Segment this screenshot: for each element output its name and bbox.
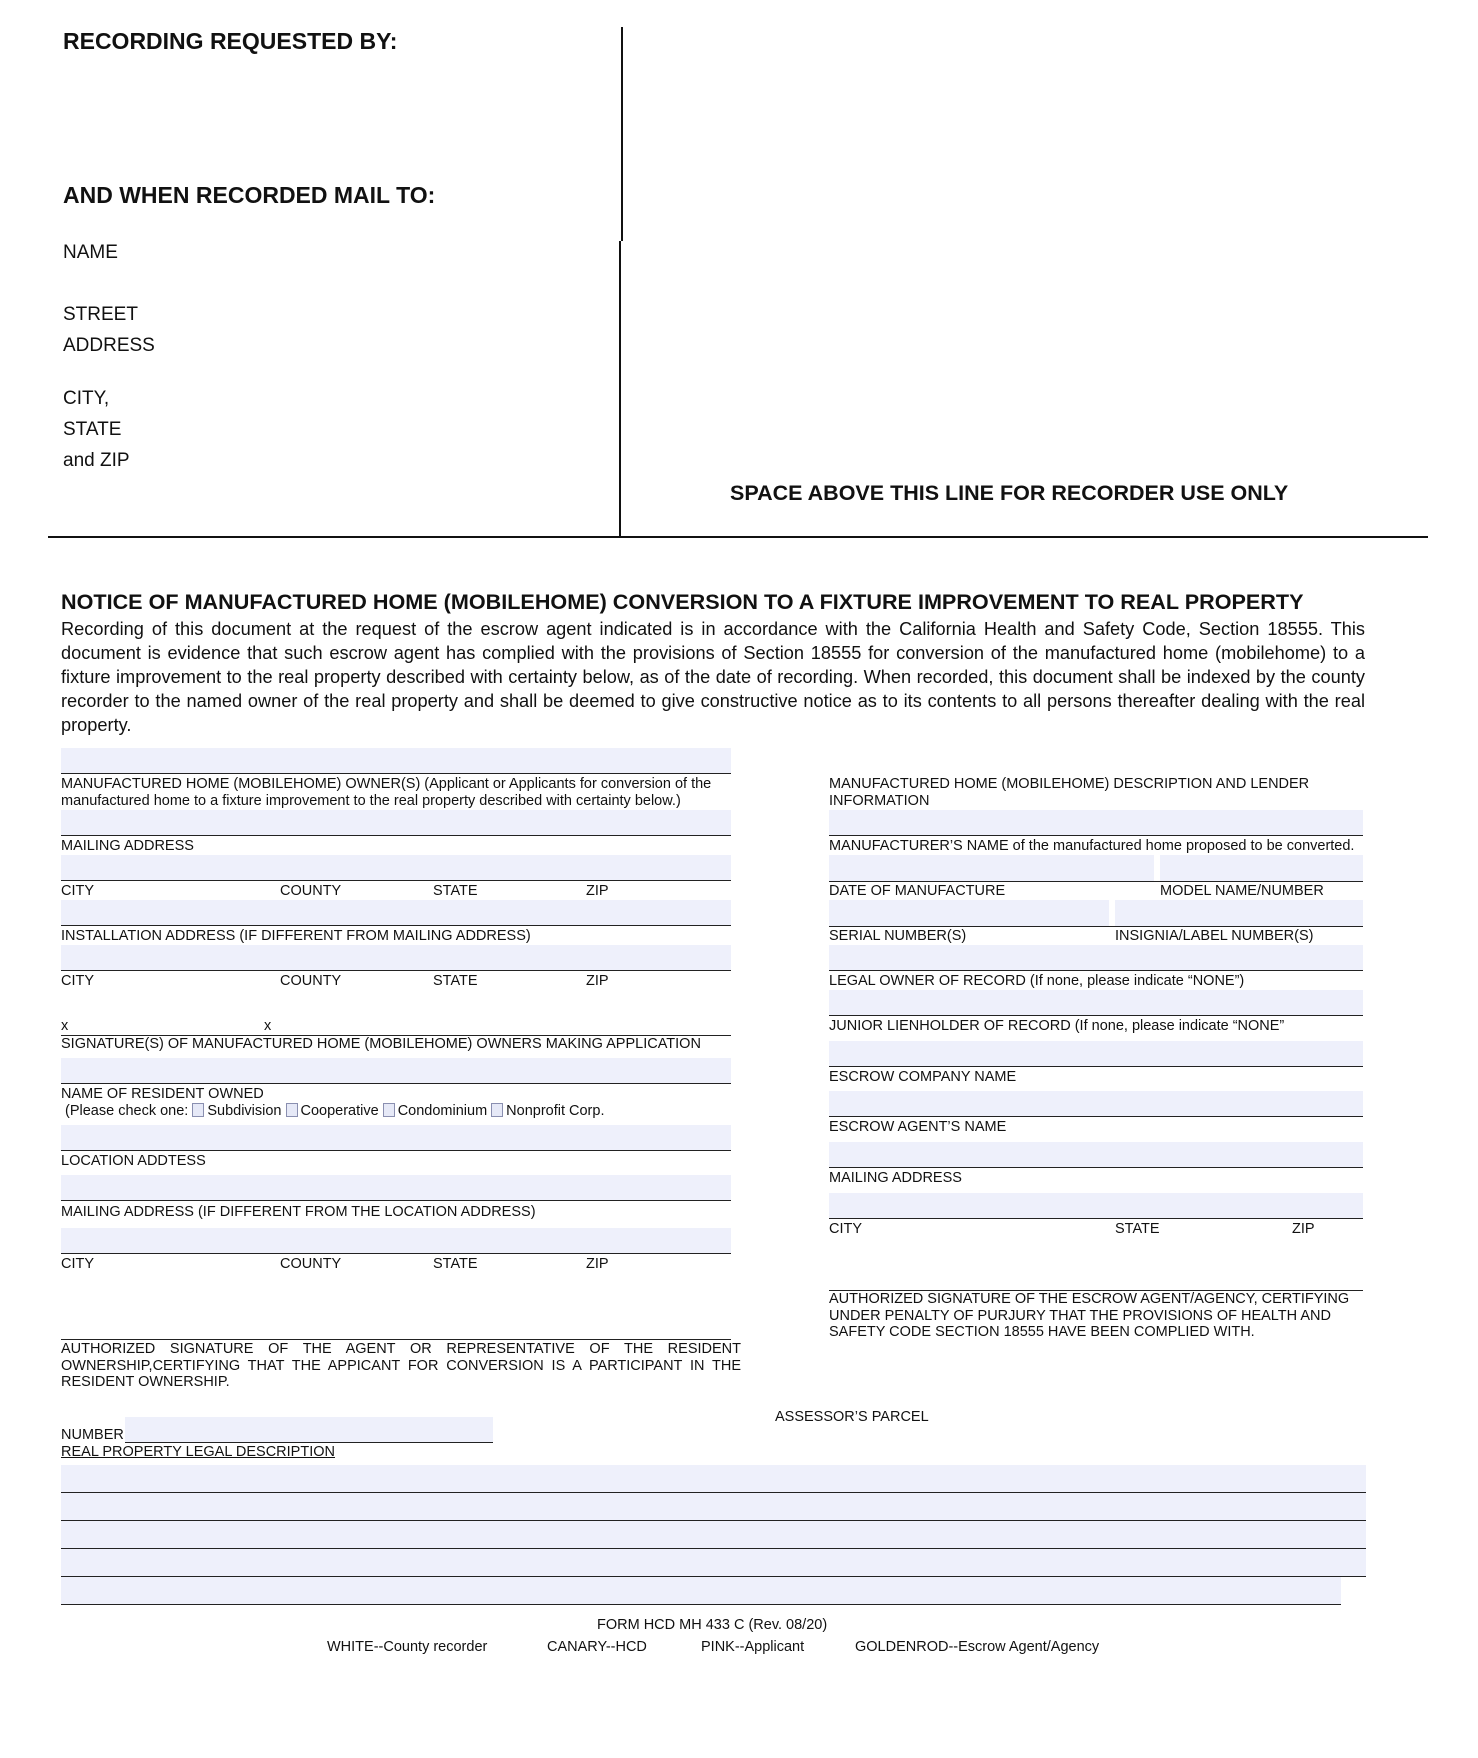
location-address-label: LOCATION ADDTESS xyxy=(61,1153,206,1169)
location-address-field[interactable] xyxy=(61,1125,731,1151)
legal-owner-label: LEGAL OWNER OF RECORD (If none, please indicate “NONE”) xyxy=(829,973,1245,989)
owner-city-label: CITY xyxy=(61,883,95,899)
date-of-manufacture-field[interactable] xyxy=(829,855,1154,881)
cooperative-label: Cooperative xyxy=(300,1103,379,1119)
resident-city-label: CITY xyxy=(61,1256,95,1272)
copy-white-label: WHITE--County recorder xyxy=(327,1639,488,1655)
owner-city-county-state-zip-field[interactable] xyxy=(61,855,731,881)
escrow-signature-label: AUTHORIZED SIGNATURE OF THE ESCROW AGENT/AGENCY, CERTIFYING UNDER PENALTY OF PURJURY THAT THE PROVISIONS OF HEALTH AND SAFETY CODE SECTION 18555 HAVE BEEN COMPLIED WITH. xyxy=(829,1291,1350,1340)
owner-label-line1: MANUFACTURED HOME (MOBILEHOME) OWNER(S) (Applicant or Applicants for conversion of the xyxy=(61,776,712,792)
date-model-baseline xyxy=(829,881,1363,882)
copy-pink-label: PINK--Applicant xyxy=(701,1639,805,1655)
escrow-company-name-label: ESCROW COMPANY NAME xyxy=(829,1069,1017,1085)
home-description-label-line2: INFORMATION xyxy=(829,793,930,809)
signature-x-mark-2: x xyxy=(264,1018,272,1034)
mail-to-city-label: CITY, xyxy=(63,388,110,409)
insignia-label-numbers-field[interactable] xyxy=(1115,900,1363,926)
when-recorded-mail-to-heading: AND WHEN RECORDED MAIL TO: xyxy=(63,182,436,208)
resident-agent-signature-line[interactable] xyxy=(61,1339,731,1340)
owner-mailing-address-field[interactable] xyxy=(61,810,731,836)
recording-requested-by-heading: RECORDING REQUESTED BY: xyxy=(63,28,398,54)
date-of-manufacture-label: DATE OF MANUFACTURE xyxy=(829,883,1006,899)
condominium-checkbox[interactable] xyxy=(383,1103,395,1117)
escrow-mailing-address-label: MAILING ADDRESS xyxy=(829,1170,962,1186)
owner-signature-label: SIGNATURE(S) OF MANUFACTURED HOME (MOBILEHOME) OWNERS MAKING APPLICATION xyxy=(61,1036,701,1052)
installation-county-label: COUNTY xyxy=(280,973,342,989)
escrow-mailing-address-field[interactable] xyxy=(829,1142,1363,1168)
subdivision-label: Subdivision xyxy=(207,1103,282,1119)
serial-numbers-field[interactable] xyxy=(829,900,1109,926)
resident-mailing-address-field[interactable] xyxy=(61,1175,731,1201)
resident-owned-name-field[interactable] xyxy=(61,1058,731,1084)
mail-to-zip-label: and ZIP xyxy=(63,450,130,471)
parcel-number-label: NUMBER xyxy=(61,1427,124,1443)
legal-description-line-1[interactable] xyxy=(61,1465,1366,1493)
legal-owner-field[interactable] xyxy=(829,945,1363,971)
installation-state-label: STATE xyxy=(433,973,478,989)
junior-lienholder-label: JUNIOR LIENHOLDER OF RECORD (If none, please indicate “NONE” xyxy=(829,1018,1285,1034)
mail-to-address-label: ADDRESS xyxy=(63,335,155,356)
escrow-agent-name-field[interactable] xyxy=(829,1091,1363,1117)
legal-description-line-2[interactable] xyxy=(61,1493,1366,1521)
insignia-label-numbers-label: INSIGNIA/LABEL NUMBER(S) xyxy=(1115,928,1314,944)
resident-owned-label: NAME OF RESIDENT OWNED xyxy=(61,1086,264,1102)
manufacturer-name-field[interactable] xyxy=(829,810,1363,836)
escrow-zip-label: ZIP xyxy=(1292,1221,1315,1237)
installation-address-field[interactable] xyxy=(61,900,731,926)
condominium-label: Condominium xyxy=(397,1103,488,1119)
junior-lienholder-field[interactable] xyxy=(829,990,1363,1016)
resident-owned-type-options xyxy=(65,1103,604,1119)
resident-agent-signature-label: AUTHORIZED SIGNATURE OF THE AGENT OR REPRESENTATIVE OF THE RESIDENT OWNERSHIP,CERTIFYING THAT THE APPICANT FOR CONVERSION IS A PARTICIPANT IN THE RESIDENT OWNERSHIP. xyxy=(61,1341,741,1390)
assessors-parcel-number-field[interactable] xyxy=(125,1417,493,1443)
signature-x-mark-1: x xyxy=(61,1018,69,1034)
escrow-city-label: CITY xyxy=(829,1221,863,1237)
serial-numbers-label: SERIAL NUMBER(S) xyxy=(829,928,967,944)
cooperative-checkbox[interactable] xyxy=(286,1103,298,1117)
recorder-divider-upper xyxy=(621,27,623,241)
serial-insignia-baseline xyxy=(829,926,1363,927)
mail-to-name-label: NAME xyxy=(63,242,118,263)
manufacturer-name-label: MANUFACTURER’S NAME of the manufactured home proposed to be converted. xyxy=(829,838,1355,854)
legal-description-line-4[interactable] xyxy=(61,1549,1366,1577)
check-one-prefix: (Please check one: xyxy=(65,1103,189,1119)
copy-goldenrod-label: GOLDENROD--Escrow Agent/Agency xyxy=(855,1639,1100,1655)
notice-body: Recording of this document at the request of the escrow agent indicated is in accordance with the California Health and Safety Code, Section 18555. This document is evidence that such escrow agent has complied with the provisions of Section 18555 for conversion of the manufactured home (mobilehome) to a fixture improvement to the real property described with certainty below, as of the date of recording. When recorded, this document shall be indexed by the county recorder to the named owner of the real property and shall be deemed to give constructive notice as to its contents to all persons thereafter dealing with the real property. xyxy=(61,619,1365,735)
model-name-number-field[interactable] xyxy=(1160,855,1363,881)
installation-zip-label: ZIP xyxy=(586,973,609,989)
resident-mailing-address-label: MAILING ADDRESS (IF DIFFERENT FROM THE LOCATION ADDRESS) xyxy=(61,1204,536,1220)
notice-title: NOTICE OF MANUFACTURED HOME (MOBILEHOME) CONVERSION TO A FIXTURE IMPROVEMENT TO REAL PROPERTY xyxy=(61,589,1304,614)
owner-mailing-address-label: MAILING ADDRESS xyxy=(61,838,194,854)
nonprofit-corp-checkbox[interactable] xyxy=(491,1103,503,1117)
owner-county-label: COUNTY xyxy=(280,883,342,899)
form-identifier: FORM HCD MH 433 C (Rev. 08/20) xyxy=(597,1617,828,1633)
assessors-parcel-label: ASSESSOR’S PARCEL xyxy=(775,1409,929,1425)
owner-state-label: STATE xyxy=(433,883,478,899)
escrow-city-state-zip-field[interactable] xyxy=(829,1193,1363,1219)
legal-description-line-5[interactable] xyxy=(61,1577,1341,1605)
model-name-number-label: MODEL NAME/NUMBER xyxy=(1160,883,1324,899)
legal-description-line-3[interactable] xyxy=(61,1521,1366,1549)
owner-zip-label: ZIP xyxy=(586,883,609,899)
installation-address-label: INSTALLATION ADDRESS (IF DIFFERENT FROM MAILING ADDRESS) xyxy=(61,928,531,944)
copy-canary-label: CANARY--HCD xyxy=(547,1639,647,1655)
legal-description-heading: REAL PROPERTY LEGAL DESCRIPTION xyxy=(61,1444,335,1460)
recorder-space-note: SPACE ABOVE THIS LINE FOR RECORDER USE ONLY xyxy=(730,481,1289,505)
installation-city-county-state-zip-field[interactable] xyxy=(61,945,731,971)
owner-label-line2: manufactured home to a fixture improvement to the real property described with certainty below.) xyxy=(61,793,681,809)
mail-to-state-label: STATE xyxy=(63,419,122,440)
subdivision-checkbox[interactable] xyxy=(192,1103,204,1117)
mail-to-street-label: STREET xyxy=(63,304,138,325)
escrow-company-name-field[interactable] xyxy=(829,1041,1363,1067)
escrow-state-label: STATE xyxy=(1115,1221,1160,1237)
home-description-label-line1: MANUFACTURED HOME (MOBILEHOME) DESCRIPTION AND LENDER xyxy=(829,776,1310,792)
installation-city-label: CITY xyxy=(61,973,95,989)
escrow-agent-name-label: ESCROW AGENT’S NAME xyxy=(829,1119,1007,1135)
resident-zip-label: ZIP xyxy=(586,1256,609,1272)
resident-county-label: COUNTY xyxy=(280,1256,342,1272)
resident-city-county-state-zip-field[interactable] xyxy=(61,1228,731,1254)
nonprofit-corp-label: Nonprofit Corp. xyxy=(506,1103,605,1119)
resident-state-label: STATE xyxy=(433,1256,478,1272)
owner-name-field[interactable] xyxy=(61,748,731,774)
recorder-divider-lower xyxy=(619,241,621,537)
recorder-space-line xyxy=(48,536,1428,538)
